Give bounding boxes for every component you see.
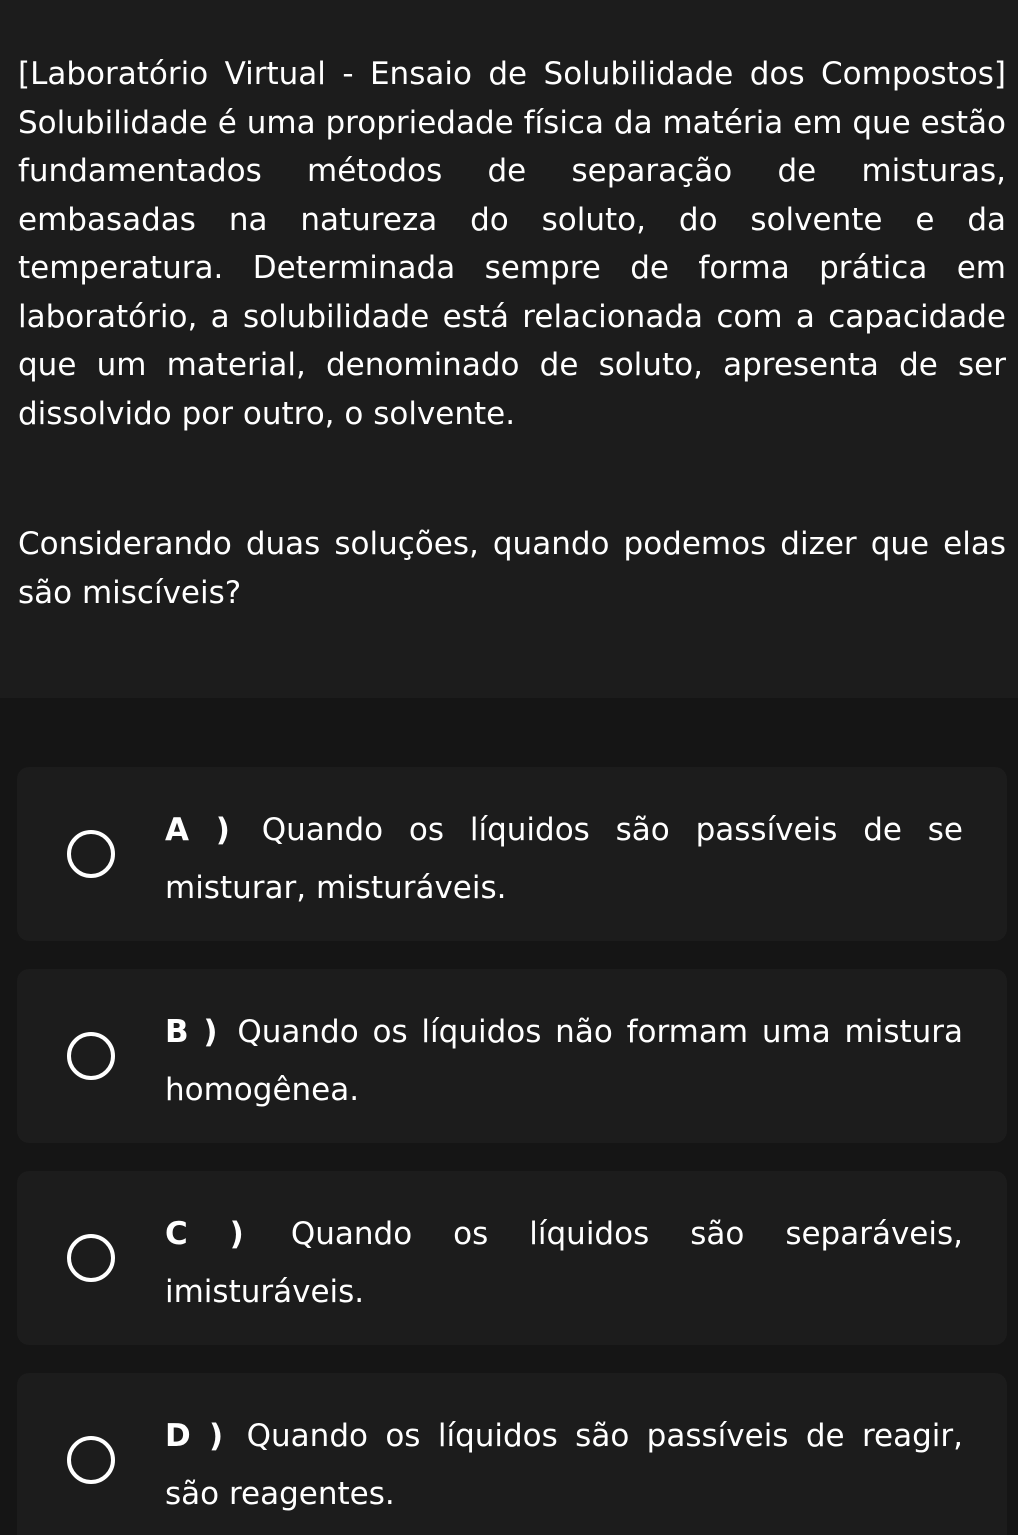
radio-button-b[interactable] [67, 1032, 115, 1080]
option-c[interactable] [17, 1171, 1007, 1345]
option-a-text: Quando os líquidos são passíveis de se misturar, misturáveis. [165, 812, 963, 906]
radio-button-a[interactable] [67, 830, 115, 878]
question-prompt: Considerando duas soluções, quando podemos dizer que elas são miscíveis? [18, 526, 1006, 611]
option-b[interactable] [17, 969, 1007, 1143]
option-b-letter: B ) [165, 1014, 218, 1050]
radio-button-d[interactable] [67, 1436, 115, 1484]
option-d-letter: D ) [165, 1418, 224, 1454]
option-a-body [165, 801, 963, 917]
radio-button-c[interactable] [67, 1234, 115, 1282]
option-c-body [165, 1205, 963, 1321]
question-panel [0, 0, 1018, 698]
option-a-letter: A ) [165, 812, 230, 848]
question-text: [Laboratório Virtual - Ensaio de Solubilidade dos Compostos] Solubilidade é uma propriedade física da matéria em que estão fundamentados métodos de separação de misturas, embasadas na natureza do soluto, do solvente e da temperatura. Determinada sempre de forma prática em laboratório, a solubilidade está relacionada com a capacidade que um material, denominado de soluto, apresenta de ser dissolvido por outro, o solvente. [18, 56, 1006, 432]
option-d[interactable] [17, 1373, 1007, 1535]
option-b-body [165, 1003, 963, 1119]
option-c-letter: C ) [165, 1216, 244, 1252]
option-d-text: Quando os líquidos são passíveis de reagir, são reagentes. [165, 1418, 963, 1512]
option-d-body [165, 1407, 963, 1523]
option-c-text: Quando os líquidos são separáveis, imisturáveis. [165, 1216, 963, 1310]
option-a[interactable] [17, 767, 1007, 941]
option-b-text: Quando os líquidos não formam uma mistura homogênea. [165, 1014, 964, 1108]
